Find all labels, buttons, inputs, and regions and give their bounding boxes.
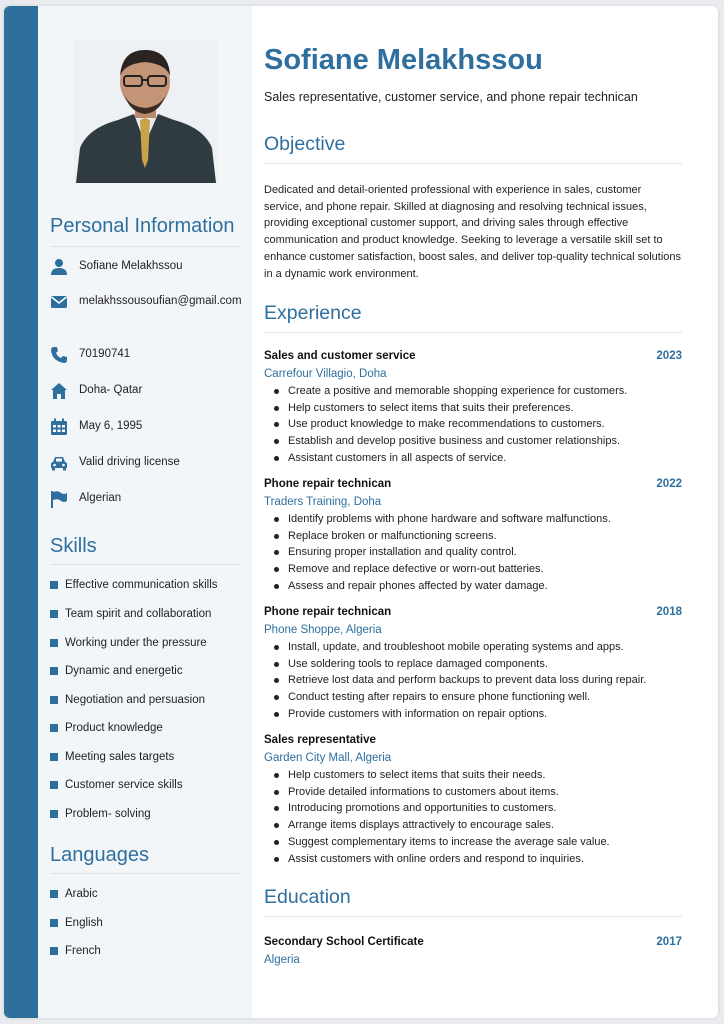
skill-item: Effective communication skills bbox=[50, 579, 218, 591]
skill-item: Negotiation and persuasion bbox=[50, 694, 205, 706]
divider bbox=[50, 873, 240, 874]
personal-item-text: 70190741 bbox=[79, 348, 131, 360]
job-place: Garden City Mall, Algeria bbox=[264, 752, 392, 764]
language-item: French bbox=[50, 945, 101, 957]
job-place: Carrefour Villagio, Doha bbox=[264, 368, 387, 380]
list-item: Replace broken or malfunctioning screens. bbox=[264, 528, 682, 545]
personal-item-text: Doha- Qatar bbox=[79, 384, 143, 396]
main-content bbox=[264, 6, 684, 1018]
job-duties bbox=[264, 511, 682, 595]
list-item: Use soldering tools to replace damaged components. bbox=[264, 656, 682, 673]
skill-item: Customer service skills bbox=[50, 779, 183, 791]
skill-item: Product knowledge bbox=[50, 722, 163, 734]
experience-item bbox=[264, 350, 682, 467]
language-item: Arabic bbox=[50, 888, 98, 900]
divider bbox=[264, 332, 682, 333]
experience-heading: Experience bbox=[264, 302, 362, 324]
languages-heading: Languages bbox=[50, 844, 149, 866]
divider bbox=[50, 564, 240, 565]
list-item: Remove and replace defective or worn-out batteries. bbox=[264, 561, 682, 578]
list-item: Use product knowledge to make recommendations to customers. bbox=[264, 416, 682, 433]
experience-item bbox=[264, 606, 682, 723]
education-place: Algeria bbox=[264, 954, 300, 966]
job-duties bbox=[264, 767, 682, 867]
list-item: Establish and develop positive business and customer relationships. bbox=[264, 433, 682, 450]
square-bullet-icon bbox=[50, 919, 58, 927]
candidate-tagline: Sales representative, customer service, and phone repair technican bbox=[264, 90, 638, 104]
skill-item: Meeting sales targets bbox=[50, 751, 174, 763]
education-heading: Education bbox=[264, 886, 351, 908]
accent-stripe bbox=[4, 6, 38, 1018]
job-title: Phone repair technican bbox=[264, 478, 392, 490]
job-place: Phone Shoppe, Algeria bbox=[264, 624, 382, 636]
square-bullet-icon bbox=[50, 724, 58, 732]
list-item: Help customers to select items that suits their preferences. bbox=[264, 400, 682, 417]
resume-page bbox=[4, 6, 718, 1018]
email-icon bbox=[50, 293, 68, 311]
square-bullet-icon bbox=[50, 667, 58, 675]
list-item: Assess and repair phones affected by water damage. bbox=[264, 578, 682, 595]
square-bullet-icon bbox=[50, 810, 58, 818]
profile-photo bbox=[74, 40, 217, 183]
candidate-name: Sofiane Melakhssou bbox=[264, 44, 543, 76]
personal-information-heading: Personal Information bbox=[50, 215, 235, 237]
objective-heading: Objective bbox=[264, 133, 346, 155]
objective-text: Dedicated and detail-oriented professional with experience in sales, customer service, and phone repair. Skilled at diagnosing and resolving technical issues, providing exceptional customer support, and driving sales through effective communication and product knowledge. Seeking to leverage a versatile skill set to enhance customer satisfaction, boost sales, and deliver top-quality technical solutions in a dynamic work environment. bbox=[264, 184, 682, 280]
square-bullet-icon bbox=[50, 639, 58, 647]
skill-item: Working under the pressure bbox=[50, 637, 207, 649]
skill-item: Dynamic and energetic bbox=[50, 665, 183, 677]
list-item: Provide customers with information on repair options. bbox=[264, 706, 682, 723]
divider bbox=[264, 163, 682, 164]
list-item: Help customers to select items that suits their needs. bbox=[264, 767, 682, 784]
job-year: 2022 bbox=[656, 478, 682, 490]
personal-item-name bbox=[50, 258, 245, 276]
list-item: Retrieve lost data and perform backups to prevent data loss during repair. bbox=[264, 672, 682, 689]
experience-item bbox=[264, 734, 682, 867]
personal-item-phone bbox=[50, 346, 245, 364]
language-item: English bbox=[50, 917, 103, 929]
education-title: Secondary School Certificate bbox=[264, 936, 424, 948]
divider bbox=[50, 246, 240, 247]
job-title: Sales and customer service bbox=[264, 350, 416, 362]
personal-item-license bbox=[50, 454, 245, 472]
personal-item-text: Algerian bbox=[79, 492, 122, 504]
job-title: Sales representative bbox=[264, 734, 376, 746]
personal-item-text: Sofiane Melakhssou bbox=[79, 260, 183, 272]
personal-item-text: melakhssousoufian@gmail.com bbox=[79, 295, 242, 307]
job-duties bbox=[264, 383, 682, 467]
job-duties bbox=[264, 639, 682, 723]
list-item: Suggest complementary items to increase the average sale value. bbox=[264, 834, 682, 851]
job-place: Traders Training, Doha bbox=[264, 496, 382, 508]
list-item: Introducing promotions and opportunities to customers. bbox=[264, 800, 682, 817]
list-item: Assistant customers in all aspects of service. bbox=[264, 450, 682, 467]
list-item: Create a positive and memorable shopping experience for customers. bbox=[264, 383, 682, 400]
sidebar bbox=[38, 6, 252, 1018]
car-icon bbox=[50, 454, 68, 472]
list-item: Ensuring proper installation and quality control. bbox=[264, 544, 682, 561]
job-year: 2023 bbox=[656, 350, 682, 362]
skills-heading: Skills bbox=[50, 535, 97, 557]
education-item bbox=[264, 936, 682, 969]
square-bullet-icon bbox=[50, 947, 58, 955]
phone-icon bbox=[50, 346, 68, 364]
skill-item: Problem- solving bbox=[50, 808, 151, 820]
home-icon bbox=[50, 382, 68, 400]
square-bullet-icon bbox=[50, 581, 58, 589]
education-year: 2017 bbox=[656, 936, 682, 948]
experience-item bbox=[264, 478, 682, 595]
square-bullet-icon bbox=[50, 781, 58, 789]
divider bbox=[264, 916, 682, 917]
list-item: Install, update, and troubleshoot mobile operating systems and apps. bbox=[264, 639, 682, 656]
list-item: Arrange items displays attractively to encourage sales. bbox=[264, 817, 682, 834]
personal-item-birthdate bbox=[50, 418, 245, 436]
square-bullet-icon bbox=[50, 696, 58, 704]
person-icon bbox=[50, 258, 68, 276]
list-item: Provide detailed informations to customers about items. bbox=[264, 784, 682, 801]
personal-item-email bbox=[50, 293, 245, 311]
skill-item: Team spirit and collaboration bbox=[50, 608, 211, 620]
square-bullet-icon bbox=[50, 753, 58, 761]
personal-item-text: Valid driving license bbox=[79, 456, 180, 468]
list-item: Identify problems with phone hardware and software malfunctions. bbox=[264, 511, 682, 528]
personal-item-nationality bbox=[50, 490, 245, 508]
square-bullet-icon bbox=[50, 610, 58, 618]
list-item: Assist customers with online orders and respond to inquiries. bbox=[264, 851, 682, 868]
personal-item-text: May 6, 1995 bbox=[79, 420, 143, 432]
calendar-icon bbox=[50, 418, 68, 436]
job-title: Phone repair technican bbox=[264, 606, 392, 618]
list-item: Conduct testing after repairs to ensure phone functioning well. bbox=[264, 689, 682, 706]
personal-item-location bbox=[50, 382, 245, 400]
square-bullet-icon bbox=[50, 890, 58, 898]
flag-icon bbox=[50, 490, 68, 508]
job-year: 2018 bbox=[656, 606, 682, 618]
